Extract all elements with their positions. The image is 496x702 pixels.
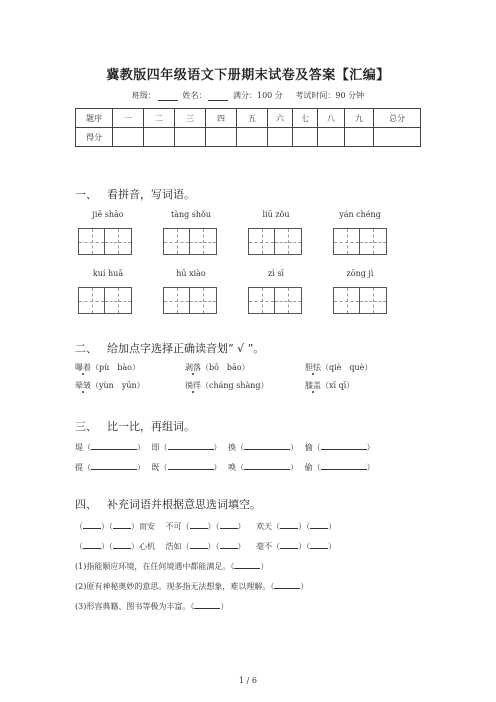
writing-grid[interactable] [163,228,217,255]
pinyin-label: liū zǒu [262,210,290,219]
score-cell[interactable] [113,128,144,147]
answer-blank[interactable] [280,520,298,529]
question-line: (2)原有神秘奥妙的意思。现多指无法想象，难以理解。（ ） [75,582,309,591]
question-line: (1)指能顺应环境，在任何境遇中都能满足。（ ） [75,562,269,571]
score-cell[interactable] [345,128,374,147]
pinyin-label: kuí huā [92,269,124,278]
section4-heading [75,496,261,512]
answer-blank[interactable] [194,600,220,609]
page-title: 冀教版四年级语文下册期末试卷及答案【汇编】 [106,68,390,83]
score-header-cell: 九 [345,109,374,128]
pronunciation-item[interactable] [185,380,269,391]
item-word: 曝着 [75,363,91,372]
score-header-cell: 五 [237,109,268,128]
score-header-row [76,109,421,128]
answer-blank[interactable] [310,520,328,529]
score-cell[interactable] [206,128,237,147]
score-cell[interactable] [293,128,318,147]
compare-char: 愉 [304,443,313,452]
exam-time: 考试时间：90 分钟 [295,91,365,100]
answer-blank[interactable] [220,520,238,529]
answer-blank[interactable] [83,540,101,549]
compare-char: 偷 [304,463,313,472]
section3-number: 三、 [75,420,97,433]
answer-blank[interactable] [244,441,290,450]
score-table [75,108,421,147]
item-word: 胆怯 [305,363,321,372]
compare-char: 提 [75,463,83,472]
answer-blank[interactable] [91,461,137,470]
exam-info [0,90,496,101]
pronunciation-item[interactable] [75,380,145,391]
section3-heading [75,418,195,434]
score-cell[interactable] [144,128,175,147]
writing-grid[interactable] [248,228,302,255]
item-options: （bō bāo） [201,363,250,372]
name-blank[interactable] [208,91,228,101]
score-header-cell: 二 [144,109,175,128]
idiom-part: 不可 [165,522,182,531]
score-header-cell: 七 [293,109,318,128]
answer-blank[interactable] [83,520,101,529]
idiom-part: 浩如 [165,542,182,551]
item-word: 膝盖 [305,381,321,390]
answer-blank[interactable] [168,441,214,450]
answer-blank[interactable] [234,560,260,569]
compare-row: 提（ ） 既（ ） 唤（ ） 偷（ ） [75,463,375,472]
score-cell[interactable] [237,128,268,147]
score-row [76,128,421,147]
compare-char: 唤 [228,463,237,472]
idiom-part: 而安 [139,522,155,531]
answer-blank[interactable] [321,441,367,450]
compare-char: 即 [151,443,160,452]
section4-number: 四、 [75,498,97,511]
item-options: （qiè què） [321,363,373,372]
writing-grid[interactable] [248,287,302,314]
idiom-part: 毫不 [256,542,273,551]
pinyin-label: zōng jì [346,269,374,278]
name-label: 姓名： [182,91,207,100]
writing-grid[interactable] [333,228,387,255]
item-word: 剥落 [185,363,201,372]
section2-heading [75,340,264,356]
answer-blank[interactable] [91,441,137,450]
section3-title: 比一比，再组词。 [107,420,195,433]
section1-heading [75,186,195,202]
section2-number: 二、 [75,342,97,355]
pinyin-label: zì sī [268,269,284,278]
pinyin-label: tàng shǒu [170,210,212,219]
idiom-row: （ ）（ ）心机 浩如（ ）（ ） 毫不（ ）（ ） [75,542,337,551]
full-score: 满分：100 分 [233,91,283,100]
writing-grid[interactable] [163,287,217,314]
score-cell[interactable] [268,128,293,147]
item-word: 徜徉 [185,381,201,390]
pinyin-label: hū xiào [176,269,206,278]
compare-char: 换 [228,443,237,452]
idiom-row: （ ）（ ）而安 不可（ ）（ ） 欢天（ ）（ ） [75,522,337,531]
item-options: （pù bào） [91,363,140,372]
pinyin-label: jiē shāo [92,210,124,219]
answer-blank[interactable] [321,461,367,470]
answer-blank[interactable] [310,540,328,549]
compare-char: 堤 [75,443,83,452]
answer-blank[interactable] [190,520,208,529]
score-header-cell: 三 [175,109,206,128]
section2-title: 给加点字选择正确读音划“ √ ”。 [107,342,265,355]
answer-blank[interactable] [244,461,290,470]
item-options: （cháng shàng） [201,381,269,390]
compare-char: 既 [151,463,160,472]
section1-title: 看拼音，写词语。 [107,188,195,201]
score-header-cell: 一 [113,109,144,128]
question-text: (3)形容典籍、图书等极为丰富。 [75,602,191,611]
writing-grid[interactable] [78,228,132,255]
writing-grid[interactable] [333,287,387,314]
score-row-label: 得分 [76,128,113,147]
class-label: 班级： [131,91,156,100]
pronunciation-item[interactable] [185,362,250,373]
class-blank[interactable] [158,91,178,101]
score-header-cell: 总分 [374,109,421,128]
pronunciation-item[interactable] [305,362,372,373]
answer-blank[interactable] [280,540,298,549]
pronunciation-item[interactable] [305,380,354,391]
answer-blank[interactable] [274,580,300,589]
score-cell[interactable] [318,128,345,147]
score-cell[interactable] [175,128,206,147]
pinyin-label: yán chéng [339,210,381,219]
score-header-cell: 题序 [76,109,113,128]
item-options: （xī qī） [321,381,355,390]
pronunciation-item[interactable] [75,362,140,373]
compare-row: 堤（ ） 即（ ） 换（ ） 愉（ ） [75,443,375,452]
question-line: (3)形容典籍、图书等极为丰富。（ ） [75,602,229,611]
answer-blank[interactable] [220,540,238,549]
score-header-cell: 六 [268,109,293,128]
page-number: 1 / 6 [239,676,257,685]
answer-blank[interactable] [113,540,131,549]
score-header-cell: 八 [318,109,345,128]
item-options: （yùn yūn） [91,381,145,390]
question-text: (2)原有神秘奥妙的意思。现多指无法想象，难以理解。 [75,582,271,591]
answer-blank[interactable] [190,540,208,549]
answer-blank[interactable] [168,461,214,470]
writing-grid[interactable] [78,287,132,314]
idiom-part: 心机 [139,542,155,551]
item-word: 晕皱 [75,381,91,390]
score-cell[interactable] [374,128,421,147]
question-text: (1)指能顺应环境，在任何境遇中都能满足。 [75,562,231,571]
score-header-cell: 四 [206,109,237,128]
section1-number: 一、 [75,188,97,201]
idiom-part: 欢天 [256,522,273,531]
answer-blank[interactable] [113,520,131,529]
section4-title: 补充词语并根据意思选词填空。 [107,498,261,511]
